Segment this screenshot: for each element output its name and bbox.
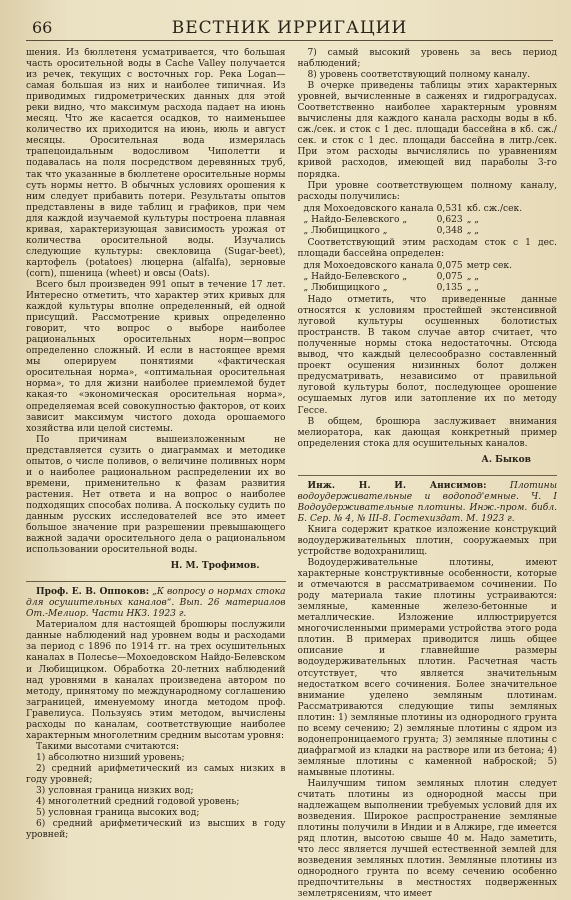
paragraph: По причинам вышеизложенным не представляется сузить о диаграммах и методике опытов, о числе поливов, о величине поливных норм и о наиболее рациональном распределении их во времени, применительно к фазам развития растения. Нет ответа и на вопрос о наиболее подходящих способах полива. А поскольку судить по данным русских исследователей все это имеет большое значение при разрешении превышающего важной задачи оросительного дела о рациональном использовании оросительной воды.	[26, 434, 286, 556]
table-cell: „ Найдо-Белевского „	[303, 271, 408, 282]
list-item: 5) условная граница высоких вод;	[36, 808, 200, 819]
paragraph: Книга содержит краткое изложение конструкций водоудерживательных плотин, сооружаемых при устройстве водохранилищ.	[297, 524, 557, 558]
paragraph: Водоудерживательные плотины, имеют характерные конструктивные особенности, которые и отмечаются в рассматриваемом сочинении. По роду материала такие плотины устраиваются: земляные, каменные железо-бетонные и металлические. Изложение иллюстрируется многочисленными примерами устройства этого рода плотин. В примерах приводится лишь общее описание и главнейшие размеры водоудерживательных плотин. Расчетная часть отсутствует, что является значительным недостатком всего сочинения. Более значительное внимание уделено земляным плотинам. Рассматриваются следующие типы земляных плотин: 1) земляные плотины из однородного грунта по всему сечению; 2) земляные плотины с ядром из водонепроницаемого грунта; 3) земляные плотины с диафрагмой из кладки на растворе или из бетона; 4) земляные плотины с каменной наброской; 5) намывные плотины.	[297, 558, 557, 778]
table-cell: „ „	[466, 225, 480, 236]
review-signature: А. Быков	[481, 453, 531, 465]
paragraph: В очерке приведены таблицы этих характерных уровней, вычисленные в саженях и гидроградусах. Соответственно наиболее характерным уровням вычислены для каждого канала расходы воды в кб. сж./сек. и сток с 1 дес. площади бассейна в кб. сж./сек. и сток с 1 дес. площади бассейна в литр./сек. При этом расходы вычислялись по уравнениям кривой расходов, имеющей вид параболы 3-го порядка.	[297, 81, 557, 180]
review-heading	[26, 586, 286, 620]
table-cell: 0,348	[436, 225, 463, 236]
table-cell: кб. сж./сек.	[466, 203, 523, 214]
review-heading	[298, 480, 558, 525]
left-column	[26, 48, 286, 900]
list-item: 2) средний арифметический из самых низких в году уровней;	[26, 763, 286, 785]
paragraph: шения. Из бюллетеня усматривается, что большая часть оросительной воды в Cache Valley получается из речек, текущих с восточных гор. Река Logan—самая большая из них и наиболее типичная. Из приводимых гидрометрических данных для этой реки видно, что максимум расхода падает на июнь месяц. Что же касается осадков, то наименьшее количество их приходится на июнь, июль и август месяцы. Оросительная вода измерялась трапецоидальным водосливом Чиполетти и подавалась на поля посредством деревянных труб, так что указанные в бюллетене оросительные нормы суть нормы нетто. В обычных условиях орошения к ним следует прибавить потери. Результаты опытов представлены в виде таблиц и графиков, при чем для каждой изучаемой культуры построена плавная кривая, характеризующая зависимость урожая от количества оросительной воды. Изучались следующие культуры: свекловица (Sugar-beet), картофель (potatoes) люцерна (alfalfa), зерновые (corn), пшеница (wheet) и овсы (Oats).	[26, 48, 286, 279]
table-cell: 0,075	[436, 271, 463, 282]
table-cell: „ „	[466, 282, 480, 293]
table-cell: „ „	[466, 214, 480, 225]
list-item: 6) средний арифметический из высших в году уровней;	[26, 819, 286, 841]
levels-list-continued	[298, 48, 558, 81]
table-row	[304, 272, 515, 283]
paragraph: При уровне соответствующем полному каналу, расходы получились:	[297, 180, 557, 202]
table-cell: 0,075	[436, 260, 463, 271]
list-item: 7) самый высокий уровень за весь период наблюдений;	[297, 48, 557, 70]
table-cell: „ „	[466, 271, 480, 282]
divider	[26, 581, 286, 582]
table-row	[304, 261, 515, 272]
table-cell: „ Любищицкого „	[303, 282, 388, 293]
review-author: Инж. Н. И. Анисимов:	[307, 479, 487, 491]
table-cell: для Мохоедовского канала	[303, 203, 434, 214]
right-column	[298, 48, 558, 900]
list-item: 8) уровень соответствующий полному каналу.	[307, 70, 531, 81]
running-title: ВЕСТНИК ИРРИГАЦИИ	[171, 18, 408, 38]
table-cell: „ Найдо-Белевского „	[303, 214, 408, 225]
runoff-table	[304, 261, 515, 294]
table-cell: 0,623	[436, 214, 463, 225]
table-cell: для Мохоедовского канала	[303, 260, 434, 271]
page-header	[26, 18, 553, 41]
paragraph: Соответствующий этим расходам сток с 1 дес. площади бассейна определен:	[297, 237, 557, 259]
discharge-table	[304, 204, 526, 237]
list-item: 3) условная граница низких вод;	[36, 786, 194, 797]
page-number: 66	[32, 18, 53, 37]
table-row	[304, 283, 515, 294]
paragraph: В общем, брошюра заслуживает внимания мелиоратора, как дающая конкретный пример определения стока для осушительных каналов.	[297, 416, 557, 449]
table-row	[304, 226, 526, 237]
table-cell: 0,135	[436, 282, 463, 293]
review-book-title: Плотины водоудерживательные и водопод'емные. Ч. I Водоудерживательные плотины. Инж.-пром. библ. Б. Сер. № 4, № III-8. Гостехиздат. М. 1923 г.	[297, 480, 557, 524]
paragraph: Всего был произведен 991 опыт в течение 17 лет. Интересно отметить, что характер этих кривых для каждой культуры вполне определенный, ей одной присущий. Рассмотрение кривых определенно говорит, что вопрос о выборе наиболее рациональных оросительных норм—вопрос определенно сложный. И если в настоящее время мы оперируем понятиями «фактическая оросительная норма», «оптимальная оросительная норма», то для жизни наиболее приемлемой будет какая-то «экономическая оросительная норма», определяемая всей совокупностью факторов, от коих зависит максимум чистого дохода орошаемого хозяйства или целой системы.	[26, 279, 286, 434]
levels-list	[26, 753, 286, 841]
table-cell: метр сек.	[466, 260, 512, 271]
paragraph: Надо отметить, что приведенные данные относятся к условиям простейшей экстенсивной луговой культуры осушенных болотистых пространств. В таком случае автор считает, что полученные нормы стока недостаточны. Отсюда вывод, что каждый целесообразно составленный проект осушения низинных болот должен предусматривать, независимо от правильной луговой культуры болот, последующее орошение осушаемых лугов или затопление их по методу Гессе.	[297, 295, 557, 416]
divider	[298, 475, 558, 476]
review-author: Проф. Е. В. Оппоков:	[36, 586, 150, 598]
table-cell: 0,531	[436, 203, 463, 214]
paragraph: Наилучшим типом земляных плотин следует считать плотины из однородной массы при надлежащем выполнении требуемых условий для их возведения. Широкое распространение земляные плотины получили в Индии и в Алжире, где имеется ряд плотин, высотою свыше 40 м. Надо заметить, что лесс является лучшей естественной землей для возведения земляных плотин. Земляные плотины из однородного грунта по всему сечению особенно предпочтительны в местностях подверженных землетрясениям, что имеет	[297, 779, 557, 900]
review-signature: Н. М. Трофимов.	[170, 560, 260, 572]
review-book-title: „К вопросу о нормах стока для осушительных каналов“. Вып. 26 материалов От.-Мелиор. Части НКЗ. 1923 г.	[26, 587, 286, 620]
table-cell: „ Любищицкого „	[303, 225, 388, 236]
paragraph: Материалом для настоящей брошюры послужили данные наблюдений над уровнем воды и расходами за период с 1896 по 1914 гг. на трех осушительных каналах в Полесье—Мохоедовском Найдо-Белевском и Любищицком. Обработка 20-летних наблюдений над уровнями в каналах произведена автором по методу, принятому по международному соглашению заграницей, именуемому иногда методом проф. Гравелиуса. Пользуясь этим методом, вычислены расходы по каналам, соответствующие наиболее характерным многолетним средним высотам уровня:	[26, 620, 286, 741]
paragraph: Такими высотами считаются:	[36, 741, 180, 752]
list-item: 1) абсолютно низший уровень;	[36, 752, 185, 763]
list-item: 4) многолетний средний годовой уровень;	[36, 797, 240, 808]
text-columns	[26, 48, 557, 900]
table-row	[304, 215, 526, 226]
table-row	[304, 204, 526, 215]
